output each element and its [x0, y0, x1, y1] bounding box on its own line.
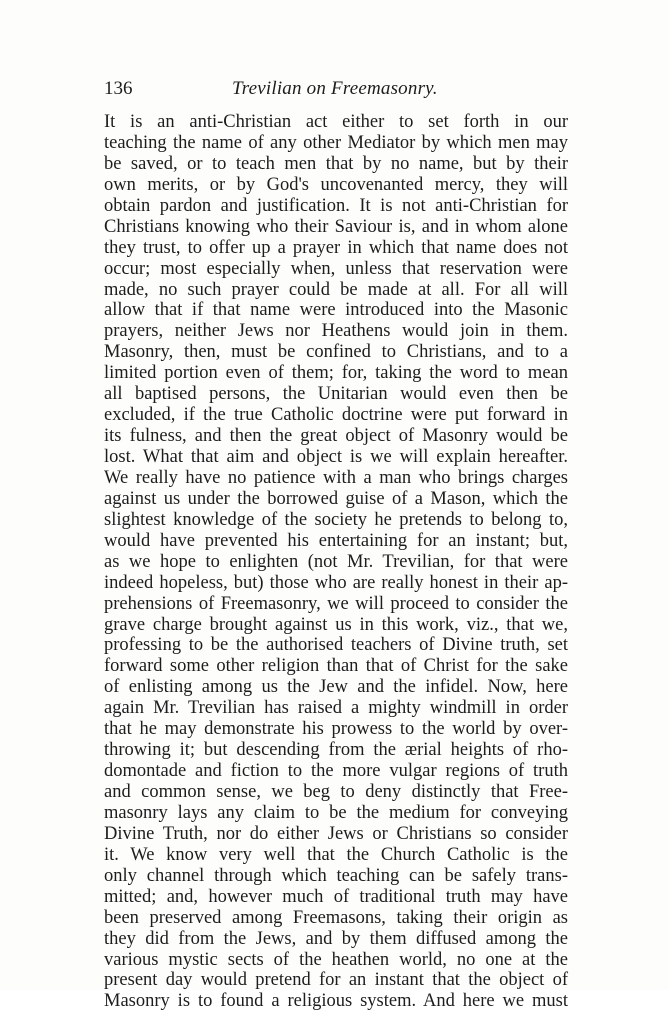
text-line: It is an anti-Christian act either to set forth in our: [104, 112, 568, 132]
text-line: professing to be the authorised teachers of Divine truth, set: [104, 635, 568, 656]
text-line: various mystic sects of the heathen world, no one at the: [104, 949, 568, 970]
text-line: of enlisting among us the Jew and the infidel. Now, here: [104, 677, 568, 698]
text-line: be saved, or to teach men that by no name, but by their: [104, 153, 568, 174]
text-line: as we hope to enlighten (not Mr. Trevilian, for that were: [104, 551, 568, 572]
text-line: indeed hopeless, but) those who are really honest in their ap-: [104, 572, 568, 593]
text-line: again Mr. Trevilian has raised a mighty windmill in order: [104, 698, 568, 719]
text-line: mitted; and, however much of traditional truth may have: [104, 886, 568, 907]
text-line: We really have no patience with a man who brings charges: [104, 467, 568, 488]
text-line: been preserved among Freemasons, taking their origin as: [104, 907, 568, 928]
running-head: [104, 78, 568, 102]
text-line: lost. What that aim and object is we will explain hereafter.: [104, 447, 568, 467]
text-line: and common sense, we beg to deny distinctly that Free-: [104, 782, 568, 802]
text-line: grave charge brought against us in this work, viz., that we,: [104, 614, 568, 635]
body-text: [104, 112, 568, 1012]
text-line: own merits, or by God's uncovenanted mercy, they will: [104, 174, 568, 195]
text-line: domontade and fiction to the more vulgar regions of truth: [104, 761, 568, 782]
text-line: it. We know very well that the Church Catholic is the: [104, 844, 568, 865]
text-line: obtain pardon and justification. It is not anti-Christian for: [104, 195, 568, 216]
text-line: made, no such prayer could be made at all. For all will: [104, 279, 568, 300]
text-line: would have prevented his entertaining for an instant; but,: [104, 530, 568, 551]
running-title: Trevilian on Freemasonry.: [232, 78, 438, 99]
text-line: occur; most especially when, unless that reservation were: [104, 258, 568, 279]
text-line: they trust, to offer up a prayer in which that name does not: [104, 237, 568, 258]
text-line: forward some other religion than that of Christ for the sake: [104, 656, 568, 677]
text-line: its fulness, and then the great object of Masonry would be: [104, 426, 568, 447]
text-line: Divine Truth, nor do either Jews or Christians so consider: [104, 823, 568, 844]
text-line: throwing it; but descending from the ærial heights of rho-: [104, 740, 568, 761]
text-line: slightest knowledge of the society he pretends to belong to,: [104, 509, 568, 530]
text-line: Christians knowing who their Saviour is, and in whom alone: [104, 216, 568, 237]
text-line: Masonry, then, must be confined to Christians, and to a: [104, 342, 568, 363]
text-line: limited portion even of them; for, taking the word to mean: [104, 363, 568, 384]
text-line: excluded, if the true Catholic doctrine were put forward in: [104, 405, 568, 426]
text-line: prayers, neither Jews nor Heathens would join in them.: [104, 321, 568, 342]
text-line: all baptised persons, the Unitarian would even then be: [104, 384, 568, 405]
text-line: against us under the borrowed guise of a Mason, which the: [104, 488, 568, 509]
text-line: they did from the Jews, and by them diffused among the: [104, 928, 568, 949]
text-line: Masonry is to found a religious system. And here we must: [104, 991, 568, 1012]
text-line: prehensions of Freemasonry, we will proceed to consider the: [104, 593, 568, 614]
text-line: allow that if that name were introduced into the Masonic: [104, 300, 568, 321]
text-line: that he may demonstrate his prowess to the world by over-: [104, 719, 568, 740]
text-line: present day would pretend for an instant that the object of: [104, 970, 568, 991]
text-line: teaching the name of any other Mediator by which men may: [104, 132, 568, 153]
text-line: only channel through which teaching can be safely trans-: [104, 865, 568, 886]
page-number: 136: [104, 78, 133, 99]
text-line: masonry lays any claim to be the medium for conveying: [104, 802, 568, 823]
